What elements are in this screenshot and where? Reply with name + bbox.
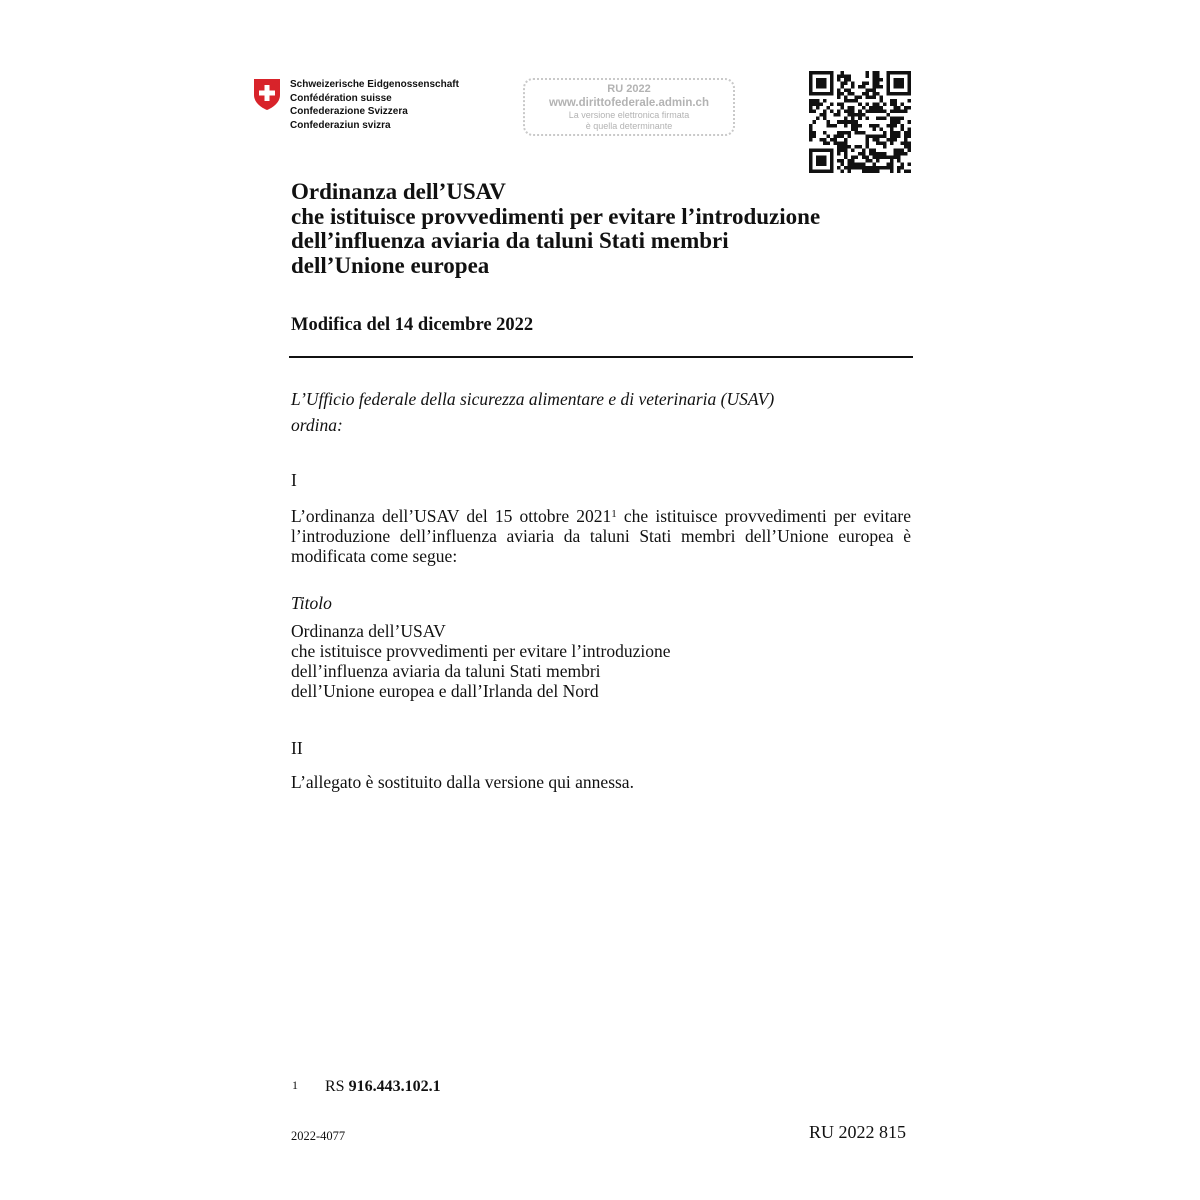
confederation-name-rm: Confederaziun svizra	[290, 119, 391, 131]
title-heading: Titolo	[291, 593, 332, 613]
section-1-paragraph	[291, 506, 911, 566]
swiss-cross-icon	[252, 77, 282, 111]
title-line: dell’influenza aviaria da taluni Stati membri	[291, 228, 729, 253]
footnote-prefix: RS	[325, 1078, 349, 1095]
footnote-reference-number[interactable]: 916.443.102.1	[348, 1078, 441, 1095]
new-title-line: dell’Unione europea e dall’Irlanda del Nord	[291, 681, 599, 701]
preamble-authority: L’Ufficio federale della sicurezza alimentare e di veterinaria (USAV)	[291, 389, 775, 409]
stamp-note-1: La versione elettronica firmata	[568, 110, 690, 120]
confederation-names	[290, 78, 459, 132]
official-collection-reference: RU 2022 815	[809, 1122, 907, 1142]
preamble-ordina: ordina:	[291, 415, 343, 435]
new-title-line: dell’influenza aviaria da taluni Stati membri	[291, 661, 601, 681]
title-line: dell’Unione europea	[291, 252, 490, 278]
footnote-reference[interactable]: 1	[611, 508, 617, 520]
section-number-1: I	[291, 470, 297, 490]
confederation-name-fr: Confédération suisse	[290, 92, 392, 104]
amendment-date: Modifica del 14 dicembre 2022	[291, 315, 534, 335]
section-number-2: II	[291, 738, 303, 758]
confederation-name-de: Schweizerische Eidgenossenschaft	[290, 79, 459, 90]
paragraph-text: L’ordinanza dell’USAV del 15 ottobre 2021	[291, 506, 612, 526]
publication-stamp	[523, 78, 735, 136]
paragraph-text: che istituisce provvedimenti per evitare l’introduzione dell’influenza aviaria da taluni Stati membri dell’Unione europea è modificata come segue:	[291, 506, 912, 566]
preamble	[291, 386, 774, 438]
title-divider	[289, 356, 913, 358]
title-line: che istituisce provvedimenti per evitare l’introduzione	[291, 203, 821, 229]
stamp-note-2: è quella determinante	[585, 121, 673, 131]
document-title	[291, 180, 820, 278]
footnote-number: 1	[292, 1078, 298, 1092]
new-title-line: che istituisce provvedimenti per evitare l’introduzione	[291, 641, 671, 661]
section-2-text: L’allegato è sostituito dalla versione qui annessa.	[291, 772, 634, 792]
confederation-name-it: Confederazione Svizzera	[290, 106, 408, 117]
new-title	[291, 621, 671, 701]
title-line: Ordinanza dell’USAV	[291, 179, 506, 204]
document-number: 2022-4077	[291, 1129, 346, 1143]
qr-code-icon	[809, 71, 911, 173]
new-title-line: Ordinanza dell’USAV	[291, 621, 446, 641]
stamp-url: www.dirittofederale.admin.ch	[549, 97, 709, 109]
footnote-text	[325, 1078, 441, 1096]
stamp-collection: RU 2022	[607, 83, 651, 95]
